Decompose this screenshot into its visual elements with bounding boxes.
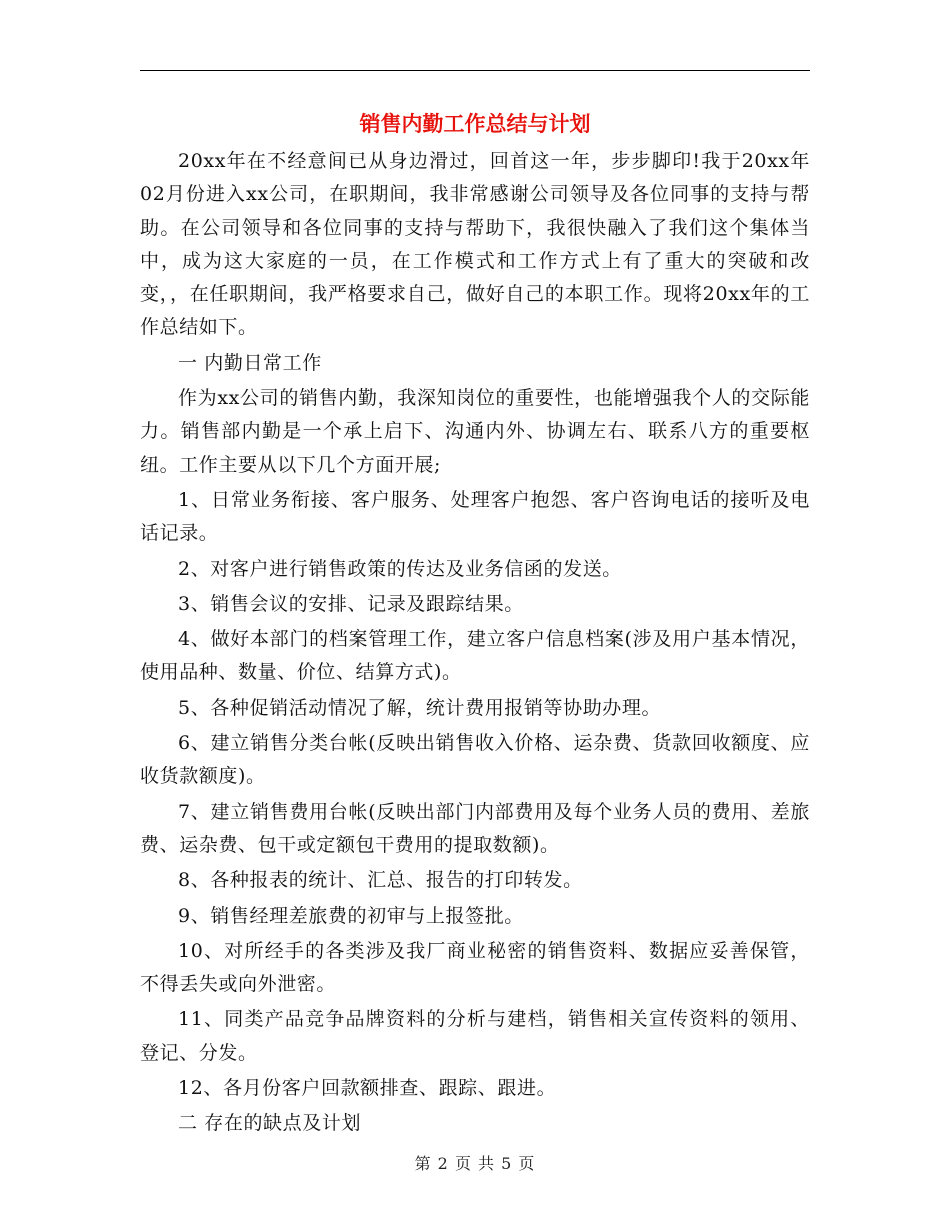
page-number: 第 2 页 共 5 页: [414, 1154, 536, 1173]
header-rule: [140, 70, 810, 71]
list-item-8: 8、各种报表的统计、汇总、报告的打印转发。: [178, 869, 583, 892]
list-item-4: 4、做好本部门的档案管理工作，建立客户信息档案(涉及用户基本情况，使用品种、数量、价位、结算方式)。: [140, 628, 810, 684]
list-item-11: 11、同类产品竞争品牌资料的分析与建档，销售相关宣传资料的领用、登记、分发。: [140, 1008, 810, 1064]
list-item-6: 6、建立销售分类台帐(反映出销售收入价格、运杂费、货款回收额度、应收货款额度)。: [140, 732, 810, 788]
list-item-7: 7、建立销售费用台帐(反映出部门内部费用及每个业务人员的费用、差旅费、运杂费、包干或定额包干费用的提取数额)。: [140, 800, 810, 856]
list-item-9: 9、销售经理差旅费的初审与上报签批。: [178, 904, 524, 927]
document-body: [140, 145, 810, 1141]
section-heading-1: 一 内勤日常工作: [178, 351, 322, 374]
list-item-10: 10、对所经手的各类涉及我厂商业秘密的销售资料、数据应妥善保管，不得丢失或向外泄密。: [140, 939, 810, 996]
paragraph-intro: 20xx年在不经意间已从身边滑过，回首这一年，步步脚印!我于20xx年02月份进入xx公司，在职期间，我非常感谢公司领导及各位同事的支持与帮助。在公司领导和各位同事的支持与帮助下，我很快融入了我们这个集体当中，成为这大家庭的一员，在工作模式和工作方式上有了重大的突破和改变，，在任职期间，我严格要求自己，做好自己的本职工作。现将20xx年的工作总结如下。: [140, 150, 810, 339]
list-item-3: 3、销售会议的安排、记录及跟踪结果。: [178, 592, 524, 615]
list-item-1: 1、日常业务衔接、客户服务、处理客户抱怨、客户咨询电话的接听及电话记录。: [140, 488, 810, 545]
list-item-12: 12、各月份客户回款额排查、跟踪、跟进。: [178, 1077, 557, 1100]
paragraph-role: 作为xx公司的销售内勤，我深知岗位的重要性，也能增强我个人的交际能力。销售部内勤是一个承上启下、沟通内外、协调左右、联系八方的重要枢纽。工作主要从以下几个方面开展;: [140, 387, 810, 476]
section-heading-2: 二 存在的缺点及计划: [178, 1112, 362, 1135]
list-item-2: 2、对客户进行销售政策的传达及业务信函的发送。: [178, 557, 622, 580]
document-title: 销售内勤工作总结与计划: [359, 112, 591, 136]
list-item-5: 5、各种促销活动情况了解，统计费用报销等协助办理。: [178, 696, 662, 719]
